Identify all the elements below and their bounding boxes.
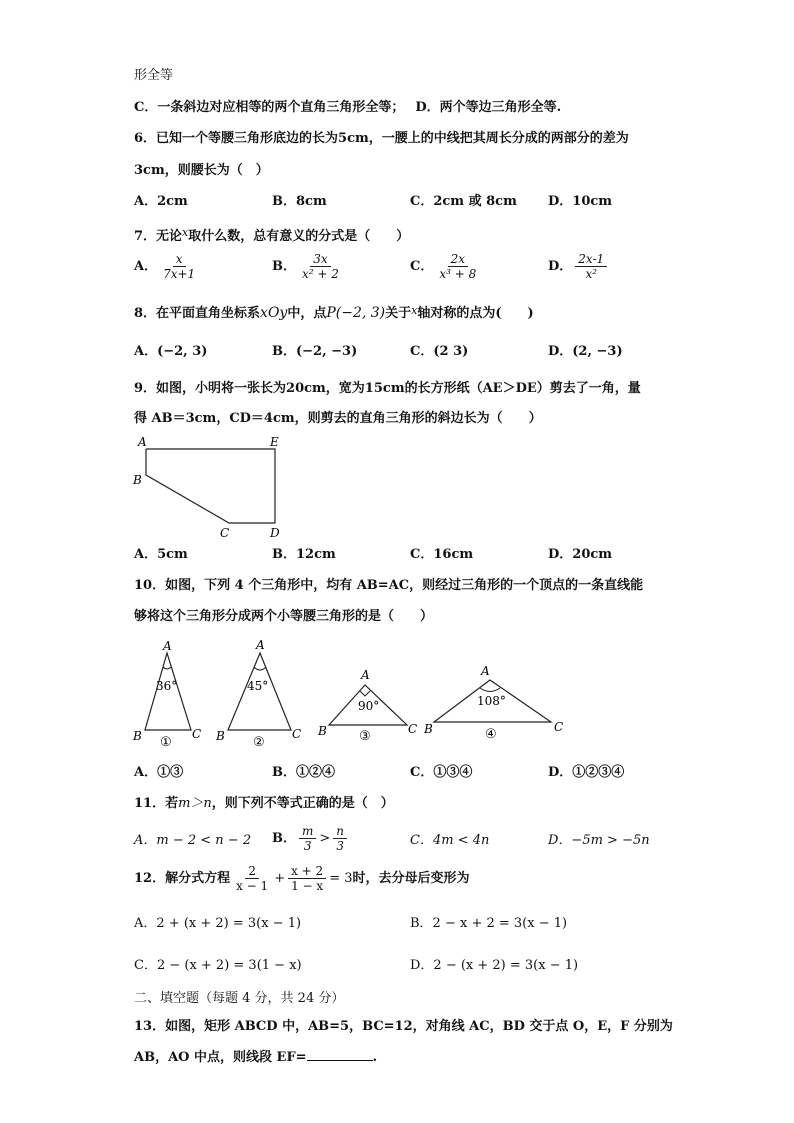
q10-tri4-angle: 108°: [477, 694, 506, 708]
q10-tri2-label-a: A: [256, 638, 265, 652]
q7-d-den: x²: [585, 267, 598, 281]
q7-option-c-label: C．: [410, 259, 434, 274]
q8-stem-b: 中，点: [287, 306, 327, 321]
q11-option-a: A．m − 2 < n − 2: [134, 833, 252, 848]
q13-stem-2a: AB，AO 中点，则线段 EF=: [134, 1050, 307, 1065]
q10-tri1-label-c: C: [192, 727, 202, 741]
q10-tri3-label-b: B: [318, 724, 327, 738]
q10-option-d: D．①②③④: [548, 765, 625, 780]
q11-b-den1: 3: [303, 839, 312, 853]
q9-label-e: E: [270, 435, 279, 449]
q11-option-d: D．−5m > −5n: [548, 833, 650, 848]
q7-d-num: 2x-1: [575, 252, 607, 267]
q7-a-den: 7x+1: [163, 267, 196, 281]
q12-eq-n1: 2: [245, 864, 259, 879]
q12-option-b: B．2 − x + 2 = 3(x − 1): [410, 916, 568, 931]
q7-option-d-label: D．: [548, 259, 573, 274]
q8-option-d: D．(2, −3): [548, 344, 623, 359]
q10-tri4-angle-arc: [480, 688, 500, 692]
q13-answer-blank[interactable]: [307, 1048, 373, 1061]
q9-label-b: B: [133, 473, 142, 487]
q11-b-num2: n: [333, 824, 347, 839]
q8-stem-a: 8．在平面直角坐标系: [134, 306, 261, 321]
q13-stem-2b: .: [372, 1050, 378, 1065]
q10-tri2-label-b: B: [216, 729, 225, 743]
q12-option-d: D．2 − (x + 2) = 3(x − 1): [410, 958, 579, 973]
q10-tri2-number: ②: [253, 735, 265, 750]
q9-option-a: A．5cm: [134, 547, 188, 562]
q8-point-p: P(−2, 3): [326, 305, 386, 321]
q12-stem-b: 时，去分母后变形为: [352, 871, 470, 886]
q9-figure: [125, 428, 295, 544]
q9-shape: [146, 449, 275, 523]
q10-tri1-number: ①: [160, 735, 172, 750]
q11-stem-b: ，则下列不等式正确的是（ ）: [211, 796, 394, 811]
q7-c-den: x³ + 8: [439, 267, 477, 281]
q8-option-b: B．(−2, −3): [272, 344, 358, 359]
q11-option-b-label: B．: [272, 831, 296, 846]
q10-tri4-number: ④: [485, 727, 497, 742]
q9-label-a: A: [138, 435, 147, 449]
q10-tri4-label-c: C: [554, 720, 564, 734]
q8-option-c: C．(2 3): [410, 344, 469, 359]
q10-tri1-label-a: A: [163, 639, 172, 653]
q10-tri1-label-b: B: [133, 729, 142, 743]
q10-tri4-label-a: A: [481, 664, 490, 678]
q9-option-b: B．12cm: [272, 547, 336, 562]
text-line: 形全等: [134, 68, 174, 83]
q8-stem-c: 关于: [385, 306, 412, 321]
q7-option-c: [410, 252, 482, 281]
q7-option-b: [272, 252, 345, 281]
q7-option-b-label: B．: [272, 259, 296, 274]
q10-tri3-right-angle: [360, 691, 370, 696]
q9-option-d: D．20cm: [548, 547, 613, 562]
q11-b-gt: >: [319, 831, 331, 846]
q10-tri2-angle-arc: [254, 667, 266, 670]
q10-tri3-label-a: A: [361, 668, 370, 682]
q10-tri1-angle: 36°: [156, 679, 178, 693]
q12-eq-plus: +: [274, 871, 286, 886]
q10-tri1-angle-arc: [163, 667, 171, 669]
q12-option-c: C．2 − (x + 2) = 3(1 − x): [134, 958, 302, 973]
q12-stem-a: 12．解分式方程: [134, 871, 231, 886]
q8-xoy: xOy: [260, 305, 288, 321]
q8-stem: [134, 302, 534, 323]
section-title: 二、填空题（每题 4 分，共 24 分）: [134, 991, 345, 1006]
q6-option-a: A．2cm: [134, 194, 188, 209]
q10-figures: [128, 634, 578, 754]
q7-option-d: [548, 252, 610, 281]
q10-stem-2: 够将这个三角形分成两个小等腰三角形的是（ ）: [134, 609, 434, 624]
q12-option-a: A．2 + (x + 2) = 3(x − 1): [134, 916, 302, 931]
q6-stem-2: 3cm，则腰长为（ ）: [134, 163, 269, 178]
q9-label-c: C: [220, 526, 230, 540]
q7-stem: [134, 224, 409, 246]
q10-tri3-number: ③: [359, 729, 371, 744]
q11-stem-a: 11．若: [134, 796, 179, 811]
q9-stem-2: 得 AB＝3cm，CD＝4cm，则剪去的直角三角形的斜边长为（ ）: [134, 411, 542, 426]
q11-b-den2: 3: [336, 839, 344, 853]
q7-stem-a: 7．无论: [134, 229, 183, 244]
q10-option-b: B．①②④: [272, 765, 335, 780]
q5-options-cd: C．一条斜边对应相等的两个直角三角形全等； D．两个等边三角形全等.: [134, 100, 562, 115]
q7-b-num: 3x: [310, 252, 330, 267]
q10-stem-1: 10．如图，下列 4 个三角形中，均有 AB=AC，则经过三角形的一个顶点的一条直线能: [134, 578, 644, 593]
q7-b-den: x² + 2: [302, 267, 339, 281]
q13-stem-1: 13．如图，矩形 ABCD 中，AB=5，BC=12，对角线 AC，BD 交于点 O，E，F 分别为: [134, 1019, 673, 1034]
q7-a-num: x: [173, 252, 186, 267]
q9-stem-1: 9．如图，小明将一张长为20cm，宽为15cm的长方形纸（AE＞DE）剪去了一角，量: [134, 381, 641, 396]
q6-option-c: C．2cm 或 8cm: [410, 194, 517, 209]
q8-var-x: x: [411, 304, 418, 317]
q12-eq-rhs: = 3: [329, 871, 353, 886]
q8-option-a: A．(−2, 3): [134, 344, 208, 359]
q6-option-b: B．8cm: [272, 194, 327, 209]
q10-tri2-angle: 45°: [247, 679, 269, 693]
q10-option-c: C．①③④: [410, 765, 473, 780]
q10-tri4-label-b: B: [424, 722, 433, 736]
q11-option-c: C．4m < 4n: [410, 833, 490, 848]
q8-stem-d: 轴对称的点为( ): [417, 306, 534, 321]
q11-condition: m＞n: [178, 796, 212, 811]
q9-label-d: D: [270, 526, 280, 540]
q13-stem-2: [134, 1048, 377, 1067]
q11-stem: [134, 795, 394, 813]
q10-tri3-label-c: C: [408, 722, 418, 736]
q6-stem-1: 6．已知一个等腰三角形底边的长为5cm，一腰上的中线把其周长分成的两部分的差为: [134, 131, 629, 146]
q7-stem-b: 取什么数，总有意义的分式是（ ）: [188, 229, 410, 244]
q10-tri2-label-c: C: [292, 727, 302, 741]
q9-option-c: C．16cm: [410, 547, 474, 562]
q12-eq-d1: x − 1: [236, 879, 269, 893]
q11-option-b: [272, 824, 350, 853]
q7-option-a-label: A．: [134, 259, 158, 274]
q6-option-d: D．10cm: [548, 194, 613, 209]
q12-eq-d2: 1 − x: [291, 879, 324, 893]
q7-var-x: x: [182, 226, 189, 239]
q10-tri3-angle: 90°: [358, 699, 380, 713]
q7-option-a: [134, 252, 201, 281]
q11-b-num1: m: [299, 824, 316, 839]
q7-c-num: 2x: [448, 252, 468, 267]
q10-option-a: A．①③: [134, 765, 184, 780]
q12-eq-n2: x + 2: [288, 864, 326, 879]
q12-stem: [134, 864, 470, 893]
